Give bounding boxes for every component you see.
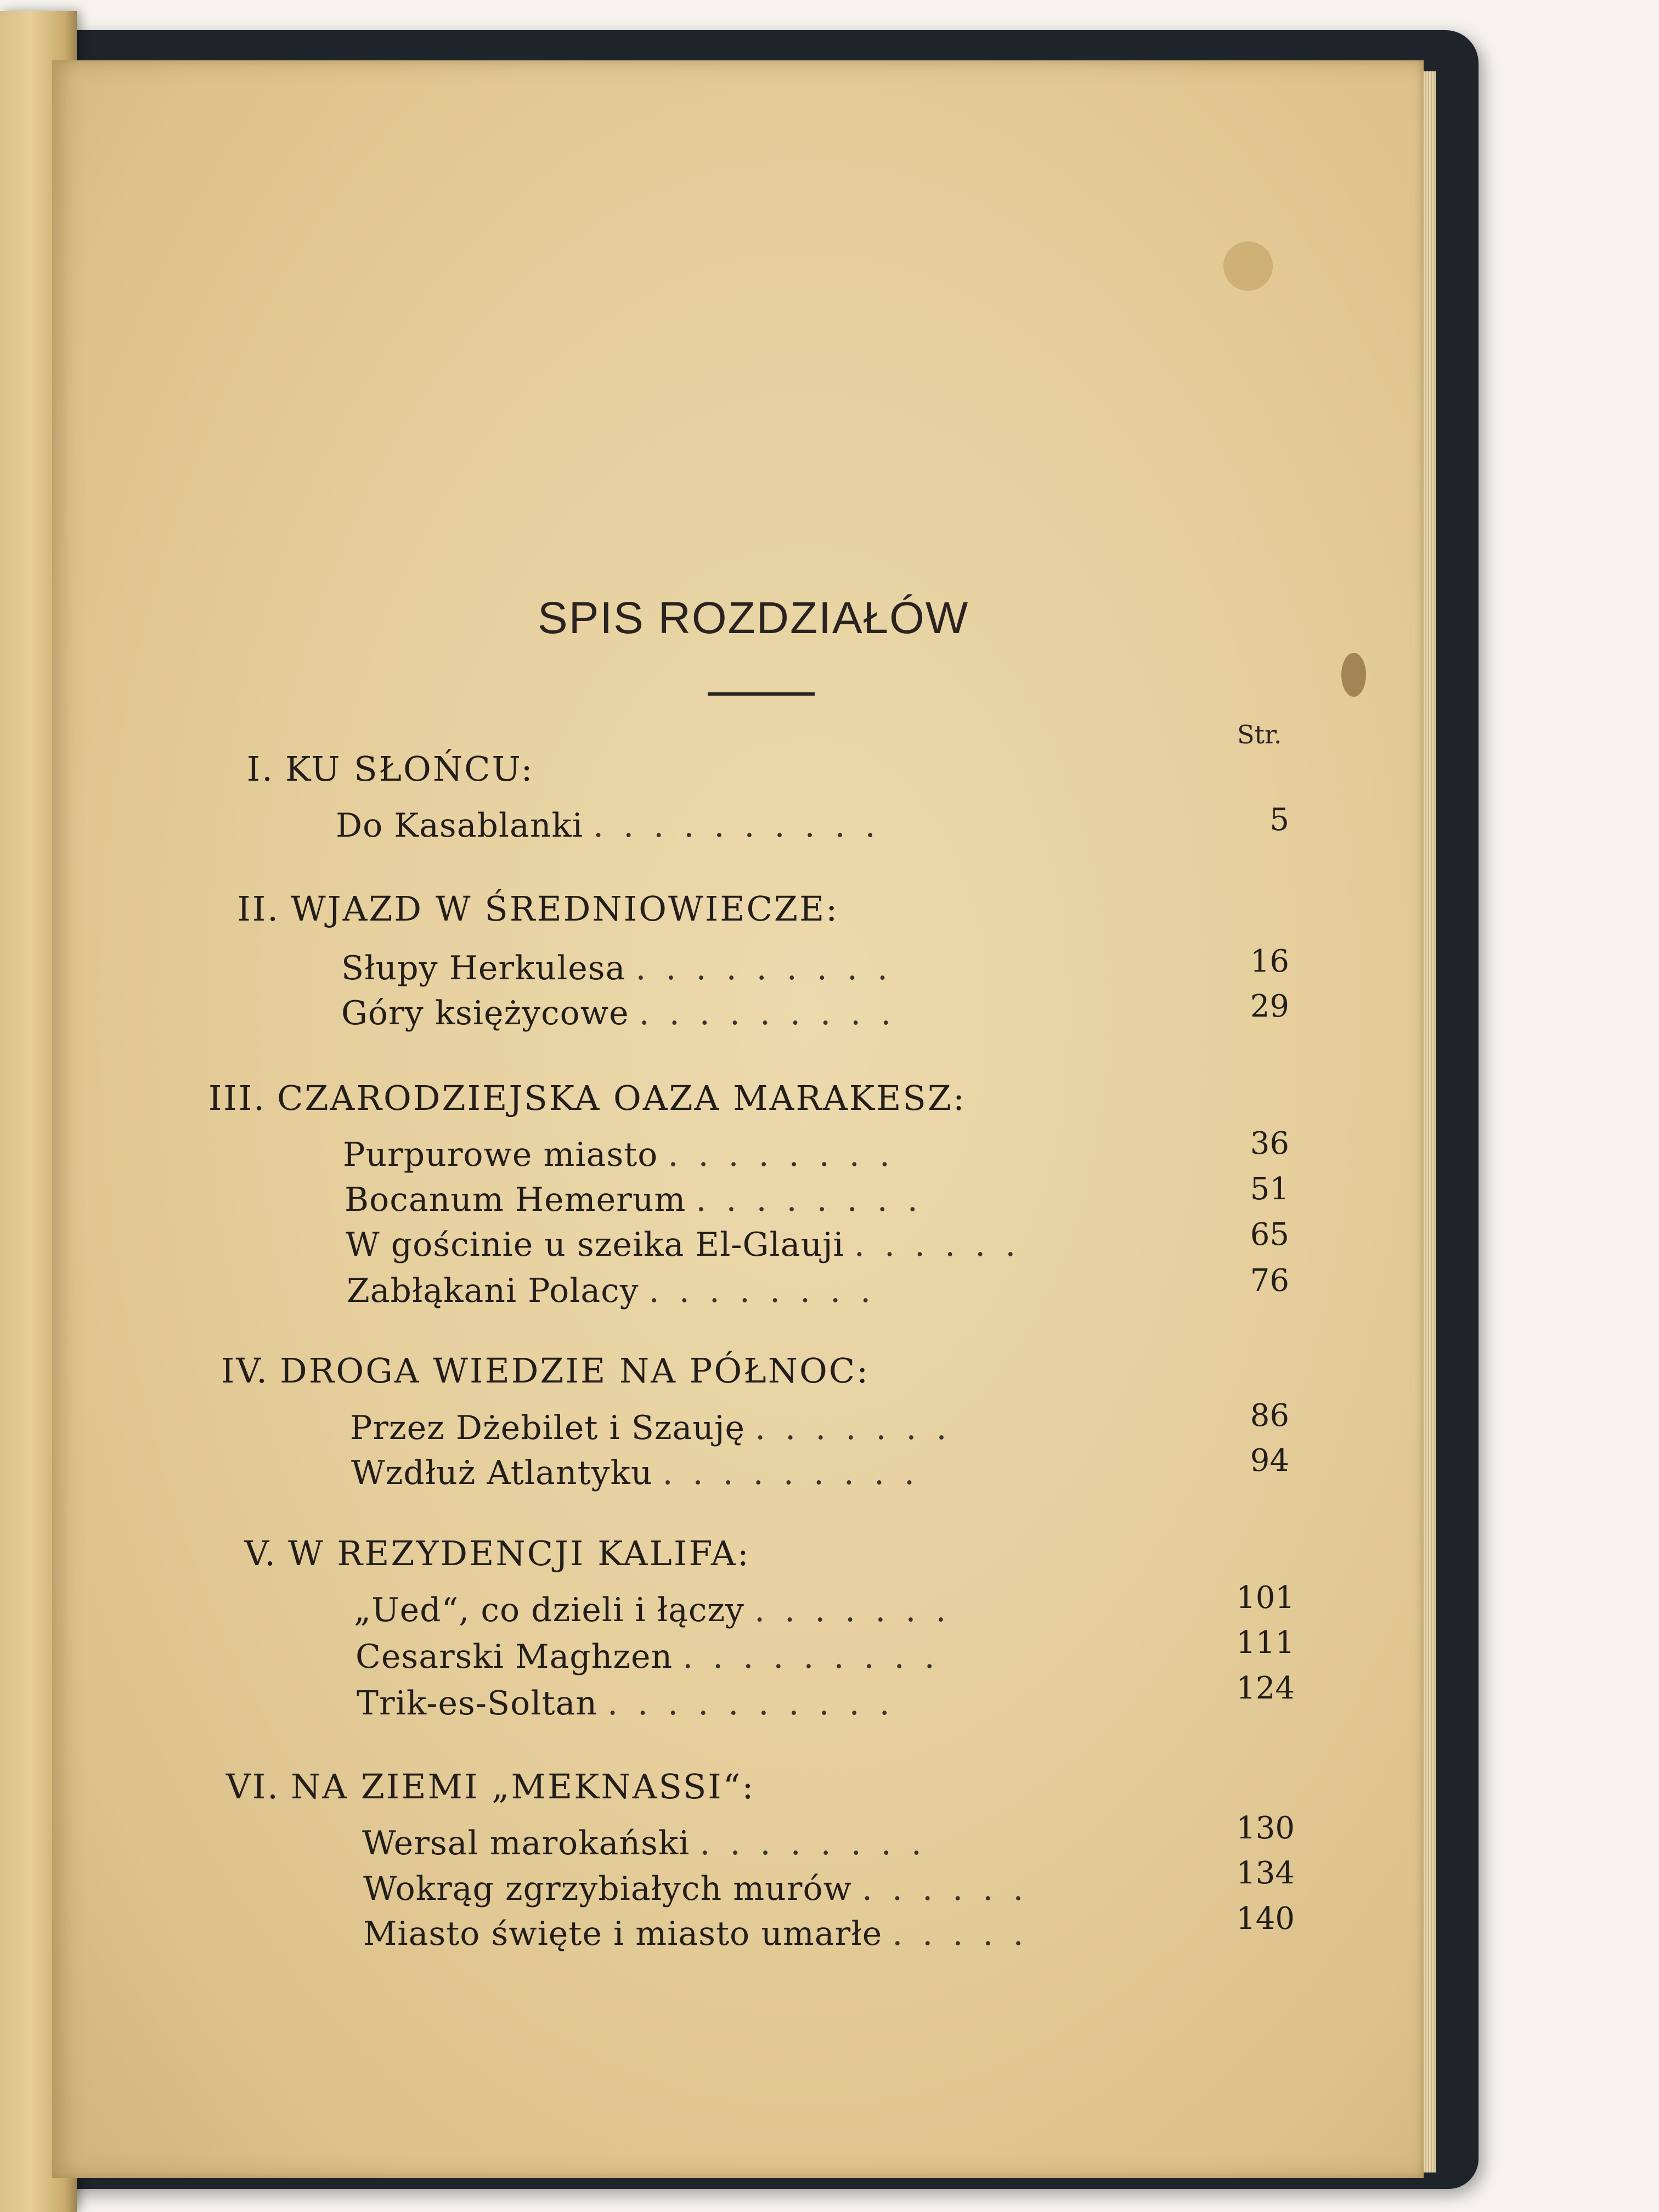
page-stack-edge: [1424, 71, 1436, 2172]
entry-page-number: 101: [1236, 1580, 1295, 1616]
entry-page-number: 36: [1250, 1126, 1289, 1161]
chapter-heading: [198, 1351, 870, 1391]
entry-title: W gościnie u szeika El-Glauji: [346, 1226, 844, 1264]
entry-title: Zabłąkani Polacy: [347, 1272, 639, 1310]
chapter-numeral: IV.: [221, 1351, 269, 1391]
toc-entry: Wzdłuż Atlantyku .........: [351, 1454, 935, 1492]
chapter-heading: [208, 889, 839, 929]
entry-title: Góry księżycowe: [341, 994, 629, 1032]
toc-entry: Cesarski Maghzen .........: [356, 1638, 955, 1676]
entry-title: Bocanum Hemerum: [345, 1181, 686, 1219]
chapter-numeral: II.: [237, 889, 280, 929]
entry-page-number: 16: [1250, 944, 1289, 979]
entry-page-number: 51: [1250, 1171, 1289, 1207]
chapter-title: DROGA WIEDZIE NA PÓŁNOC:: [280, 1351, 870, 1391]
toc-entry: Wokrąg zgrzybiałych murów ......: [363, 1870, 1043, 1908]
chapter-numeral: V.: [244, 1533, 277, 1573]
entry-title: Do Kasablanki: [336, 806, 584, 845]
entry-title: Cesarski Maghzen: [356, 1638, 673, 1676]
chapter-heading: [203, 749, 534, 789]
toc-entry: Do Kasablanki ..........: [336, 806, 895, 845]
entry-title: Purpurowe miasto: [343, 1136, 658, 1174]
toc-entry: Wersal marokański ........: [362, 1824, 941, 1863]
chapter-title: KU SŁOŃCU:: [285, 749, 534, 789]
chapter-numeral: VI.: [226, 1767, 280, 1807]
toc-entry: Góry księżycowe .........: [341, 994, 911, 1032]
toc-entry: Przez Dżebilet i Szauję .......: [350, 1409, 967, 1447]
chapter-heading: [208, 1767, 755, 1807]
entry-title: Wersal marokański: [362, 1824, 690, 1863]
entry-page-number: 65: [1250, 1217, 1289, 1252]
toc-entry: Bocanum Hemerum ........: [345, 1181, 938, 1219]
page-column-label: Str.: [1237, 720, 1282, 749]
entry-page-number: 111: [1236, 1625, 1295, 1661]
entry-page-number: 76: [1250, 1263, 1289, 1299]
entry-title: Słupy Herkulesa: [341, 949, 626, 988]
entry-title: Wzdłuż Atlantyku: [351, 1454, 653, 1492]
entry-title: Wokrąg zgrzybiałych murów: [363, 1870, 852, 1908]
entry-page-number: 124: [1236, 1671, 1295, 1706]
chapter-numeral: I.: [246, 749, 274, 789]
toc-entry: Słupy Herkulesa .........: [341, 949, 908, 988]
entry-page-number: 86: [1250, 1398, 1289, 1434]
page-stain: [1223, 241, 1273, 291]
entry-title: Trik-es-Soltan: [357, 1684, 597, 1723]
chapter-heading: [206, 1533, 751, 1573]
toc-entry: Miasto święte i miasto umarłe .....: [363, 1915, 1043, 1953]
entry-page-number: 94: [1250, 1443, 1289, 1479]
chapter-heading: [195, 1078, 966, 1118]
chapter-numeral: III.: [208, 1078, 266, 1118]
page-title: SPIS ROZDZIAŁÓW: [538, 593, 969, 643]
toc-entry: Zabłąkani Polacy ........: [347, 1272, 891, 1310]
entry-page-number: 134: [1236, 1855, 1295, 1891]
chapter-title: WJAZD W ŚREDNIOWIECZE:: [291, 889, 839, 929]
entry-page-number: 130: [1236, 1810, 1295, 1846]
chapter-title: NA ZIEMI „MEKNASSI“:: [291, 1767, 755, 1807]
toc-entry: Trik-es-Soltan ..........: [357, 1684, 910, 1723]
entry-title: Miasto święte i miasto umarłe: [363, 1915, 883, 1953]
toc-entry: „Ued“, co dzieli i łączy .......: [354, 1591, 966, 1629]
entry-title: „Ued“, co dzieli i łączy: [354, 1591, 744, 1629]
chapter-title: W REZYDENCJI KALIFA:: [288, 1533, 751, 1573]
entry-page-number: 140: [1236, 1901, 1295, 1937]
toc-entry: W gościnie u szeika El-Glauji ......: [346, 1226, 1036, 1264]
entry-title: Przez Dżebilet i Szauję: [350, 1409, 746, 1447]
toc-entry: Purpurowe miasto ........: [343, 1136, 910, 1174]
title-underline: [708, 692, 815, 696]
page-stain: [1341, 653, 1366, 697]
chapter-title: CZARODZIEJSKA OAZA MARAKESZ:: [277, 1078, 966, 1118]
entry-page-number: 5: [1269, 802, 1289, 838]
entry-page-number: 29: [1250, 989, 1289, 1024]
